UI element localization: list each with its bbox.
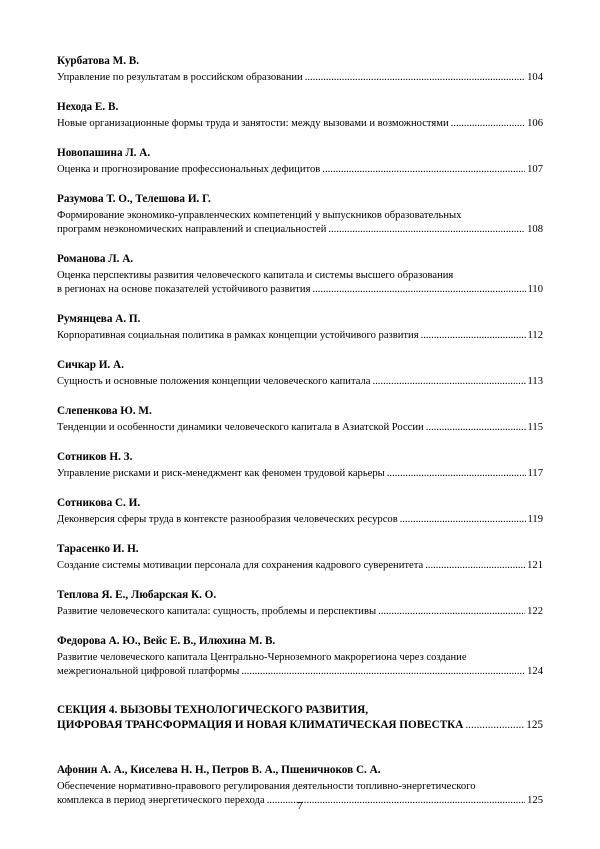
entry-title-line: Оценка и прогнозирование профессиональных дефицитов [57,164,321,175]
toc-entry[interactable] [57,312,543,343]
entry-title-line: Формирование экономико-управленческих компетенций у выпускников образовательных [57,210,462,221]
entry-title-line: Новые организационные формы труда и занятости: между вызовами и возможностями [57,118,449,129]
section-title-line: ЦИФРОВАЯ ТРАНСФОРМАЦИЯ И НОВАЯ КЛИМАТИЧЕСКАЯ ПОВЕСТКА [57,719,464,731]
entry-authors: Сотникова С. И. [57,497,141,509]
entry-title-line: Развитие человеческого капитала: сущность, проблемы и перспективы [57,606,377,617]
entry-title-line: программ неэкономических направлений и специальностей [57,224,327,235]
entry-leader-line [57,375,543,389]
entry-page-number: 119 [527,514,543,525]
entry-leader-line [57,665,543,679]
entry-title-line: Тенденции и особенности динамики человеческого капитала в Азиатской России [57,422,424,433]
entry-title-line: Обеспечение нормативно-правового регулирования деятельности топливно-энергетического [57,781,476,792]
toc-entry[interactable] [57,192,543,237]
entry-authors: Нехода Е. В. [57,101,119,113]
entry-title-line: Создание системы мотивации персонала для сохранения кадрового суверенитета [57,560,424,571]
entry-leader-line [57,283,543,297]
toc-entry[interactable] [57,54,543,85]
section-page-number: 125 [526,719,543,731]
dot-leader [421,329,526,343]
entry-leader-line [57,559,543,573]
entry-leader-line [57,117,543,131]
entry-authors: Афонин А. А., Киселева Н. Н., Петров В. А., Пшеничноков С. А. [57,764,381,776]
toc-entry[interactable] [57,100,543,131]
dot-leader [312,283,525,297]
entry-page-number: 104 [527,72,543,83]
table-of-contents [57,54,543,823]
toc-entry[interactable] [57,358,543,389]
entry-page-number: 113 [527,376,543,387]
page-number: 7 [297,800,303,812]
dot-leader [373,375,526,389]
entry-leader-line [57,329,543,343]
entry-leader-line [57,467,543,481]
dot-leader [378,605,525,619]
entry-page-number: 106 [527,118,543,129]
dot-leader [322,163,525,177]
entry-page-number: 112 [527,330,543,341]
entry-authors: Курбатова М. В. [57,55,140,67]
entry-page-number: 107 [527,164,543,175]
toc-entry[interactable] [57,404,543,435]
entry-leader-line [57,513,543,527]
section-title-line: СЕКЦИЯ 4. ВЫЗОВЫ ТЕХНОЛОГИЧЕСКОГО РАЗВИТИЯ, [57,704,369,716]
entry-authors: Сотников Н. З. [57,451,133,463]
dot-leader [305,71,525,85]
toc-entry[interactable] [57,450,543,481]
entry-page-number: 124 [527,666,543,677]
entry-leader-line [57,421,543,435]
dot-leader [425,559,525,573]
entry-page-number: 125 [527,795,543,806]
entry-page-number: 115 [527,422,543,433]
section-leader-line [57,718,543,733]
toc-entries [57,54,543,679]
entry-title-line: Деконверсия сферы труда в контексте разнообразия человеческих ресурсов [57,514,398,525]
entry-title-line: Управление по результатам в российском образовании [57,72,303,83]
entry-page-number: 122 [527,606,543,617]
dot-leader [328,223,525,237]
entry-authors: Тарасенко И. Н. [57,543,139,555]
entry-title-line: межрегиональной цифровой платформы [57,666,240,677]
toc-entry[interactable] [57,588,543,619]
entry-leader-line [57,71,543,85]
toc-entry[interactable] [57,542,543,573]
entry-page-number: 108 [527,224,543,235]
entry-title-line: Развитие человеческого капитала Центрально-Черноземного макрорегиона через создание [57,652,467,663]
entry-page-number: 110 [527,284,543,295]
entry-title-line: Оценка перспективы развития человеческого капитала и системы высшего образования [57,270,454,281]
entry-page-number: 121 [527,560,543,571]
entry-page-number: 117 [527,468,543,479]
dot-leader [387,467,526,481]
dot-leader [400,513,526,527]
entry-authors: Разумова Т. О., Телешова И. Г. [57,193,211,205]
entry-authors: Романова Л. А. [57,253,134,265]
entry-title-line: в регионах на основе показателей устойчивого развития [57,284,311,295]
entry-authors: Румянцева А. П. [57,313,141,325]
toc-entry[interactable] [57,496,543,527]
toc-entry[interactable] [57,252,543,297]
entry-title-line: Корпоративная социальная политика в рамках концепции устойчивого развития [57,330,419,341]
entry-authors: Слепенкова Ю. М. [57,405,152,417]
dot-leader [241,665,525,679]
entry-authors: Федорова А. Ю., Вейс Е. В., Илюхина М. В. [57,635,276,647]
entry-title-line: Управление рисками и риск-менеджмент как феномен трудовой карьеры [57,468,385,479]
entry-title-line: комплекса в период энергетического перехода [57,795,265,806]
toc-entry[interactable] [57,146,543,177]
dot-leader [451,117,525,131]
entry-leader-line [57,223,543,237]
toc-section-heading[interactable] [57,703,543,733]
entry-authors: Новопашина Л. А. [57,147,151,159]
entry-leader-line [57,605,543,619]
entry-authors: Теплова Я. Е., Любарская К. О. [57,589,217,601]
entry-leader-line [57,163,543,177]
entry-title-line: Сущность и основные положения концепции человеческого капитала [57,376,371,387]
dot-leader [426,421,526,435]
entry-authors: Сичкар И. А. [57,359,124,371]
toc-entry[interactable] [57,634,543,679]
dot-leader [465,718,524,733]
